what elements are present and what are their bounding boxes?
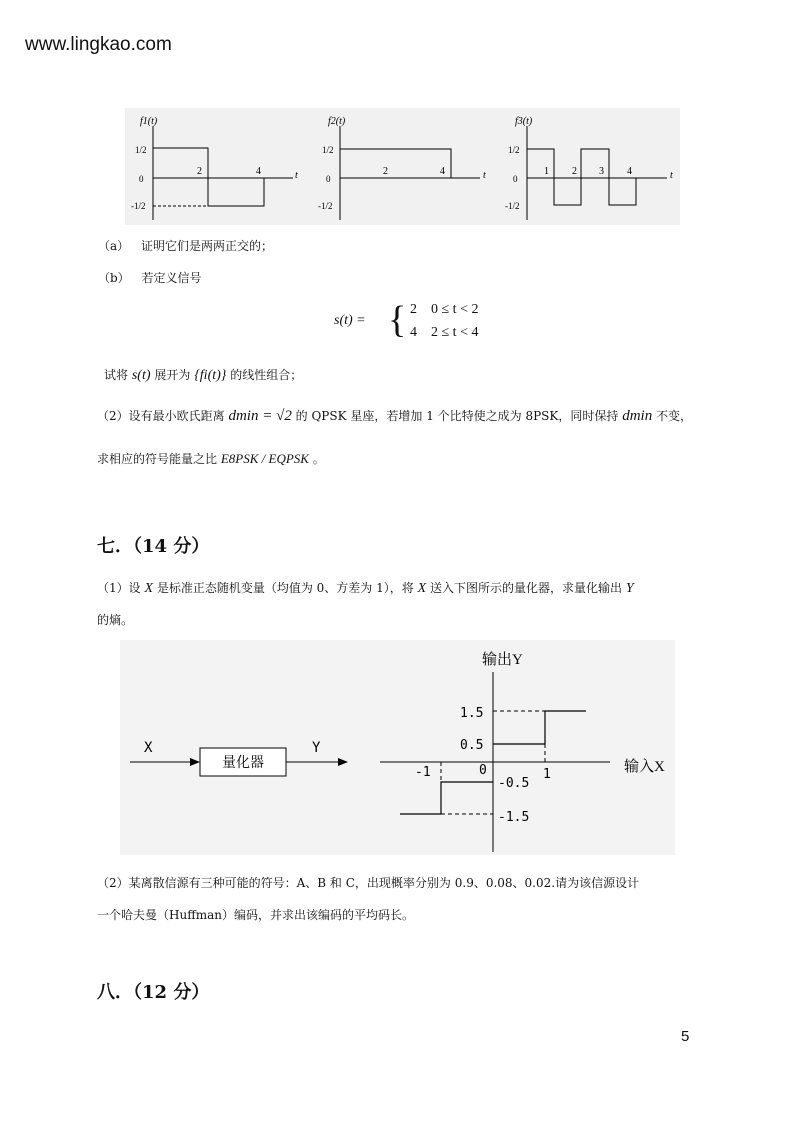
- expand-text-1: 试将: [104, 368, 129, 382]
- f1-zero: 0: [139, 174, 144, 184]
- f3-tick-3: 3: [599, 166, 604, 177]
- xtick-0: 0: [479, 763, 487, 778]
- f2-zero: 0: [326, 174, 331, 184]
- f3-zero: 0: [513, 174, 518, 184]
- q6-part2-line1: [97, 406, 737, 426]
- page-number: 5: [681, 1028, 690, 1045]
- part-b: [98, 268, 202, 288]
- f3-tick-2: 2: [572, 166, 577, 177]
- plot-ylabel: 输出Y: [482, 652, 523, 668]
- f3-tick-4: 4: [627, 166, 632, 177]
- xtick-1: 1: [543, 767, 551, 782]
- f1-half: 1/2: [135, 145, 147, 155]
- q2-text-2: 的 QPSK 星座，若增加 1 个比特使之成为 8PSK，同时保持: [295, 409, 619, 423]
- q2-dmin: dmin = √2: [228, 408, 292, 424]
- level-1-5: 1.5: [460, 706, 484, 721]
- f1-label: f1(t): [140, 116, 158, 127]
- eq-row1: 2 0 ≤ t < 2: [410, 302, 479, 317]
- block-in-label: X: [144, 740, 153, 756]
- f2-label: f2(t): [328, 116, 346, 127]
- q2-text-4: 求相应的符号能量之比: [97, 452, 218, 466]
- f3-tick-1: 1: [544, 166, 549, 177]
- quantizer-figure: [120, 640, 680, 860]
- f2-tick-2: 2: [383, 166, 388, 177]
- block-out-label: Y: [312, 740, 321, 756]
- piecewise-equation: [334, 300, 494, 346]
- f2-neg-half: -1/2: [318, 201, 333, 211]
- q7-X: X: [144, 581, 154, 596]
- level-0-5: 0.5: [460, 738, 484, 753]
- section7-heading: 七．（14 分）: [97, 536, 210, 557]
- f2-half: 1/2: [322, 145, 334, 155]
- section8-heading: 八．（12 分）: [97, 982, 210, 1003]
- f2-t: t: [483, 170, 486, 181]
- q7-part1-line1: [97, 578, 737, 599]
- expand-st: s(t): [131, 368, 151, 383]
- part-b-text: 若定义信号: [141, 271, 202, 285]
- f1-tick-2: 2: [197, 166, 202, 177]
- plot-xlabel: 输入X: [624, 759, 665, 775]
- eq-lhs: s(t) =: [334, 313, 366, 328]
- q7-Y: Y: [625, 581, 634, 596]
- q7-text-b: 是标准正态随机变量（均值为 0、方差为 1），将: [156, 581, 414, 595]
- expand-text-3: 的线性组合；: [230, 368, 303, 382]
- expand-line: [104, 365, 302, 386]
- q6-part2-line2: [97, 449, 325, 469]
- f3-t: t: [670, 170, 673, 181]
- block-label: 量化器: [222, 756, 264, 771]
- level-neg-0-5: -0.5: [498, 776, 530, 791]
- q2-end: 。: [312, 452, 325, 466]
- f1-t: t: [295, 170, 298, 181]
- f2-tick-4: 4: [440, 166, 445, 177]
- q2-dmin2: dmin: [622, 408, 653, 424]
- part-a-text: 证明它们是两两正交的；: [140, 239, 273, 253]
- f1-neg-half: -1/2: [131, 201, 146, 211]
- eq-brace: {: [388, 299, 407, 341]
- signal-plots: [125, 108, 685, 228]
- level-neg-1-5: -1.5: [498, 810, 530, 825]
- f3-half: 1/2: [508, 145, 520, 155]
- part-a-label: （a）: [98, 239, 130, 253]
- part-b-label: （b）: [98, 271, 130, 285]
- watermark: www.lingkao.com: [25, 34, 172, 55]
- q7-text-a: （1）设: [97, 581, 141, 595]
- q7-part2-line2: 一个哈夫曼（Huffman）编码，并求出该编码的平均码长。: [97, 908, 414, 922]
- expand-set: {fi(t)}: [194, 368, 227, 383]
- f3-neg-half: -1/2: [505, 201, 520, 211]
- q7-X2: X: [417, 581, 427, 596]
- f1-tick-4: 4: [256, 166, 261, 177]
- q7-text-c: 送入下图所示的量化器，求量化输出: [429, 581, 622, 595]
- eq-row2: 4 2 ≤ t < 4: [410, 325, 479, 340]
- q2-ratio: E8PSK / EQPSK: [220, 451, 309, 466]
- q2-text-3: 不变，: [656, 409, 693, 423]
- part-a: [98, 236, 273, 256]
- q2-text-1: （2）设有最小欧氏距离: [97, 409, 225, 423]
- f3-label: f3(t): [515, 116, 533, 127]
- q7-part1-line2: 的熵。: [97, 613, 134, 627]
- xtick-neg1: -1: [415, 765, 431, 780]
- q7-part2-line1: （2）某离散信源有三种可能的符号：A、B 和 C，出现概率分别为 0.9、0.08、0.02.请为该信源设计: [97, 876, 640, 890]
- expand-text-2: 展开为: [154, 368, 191, 382]
